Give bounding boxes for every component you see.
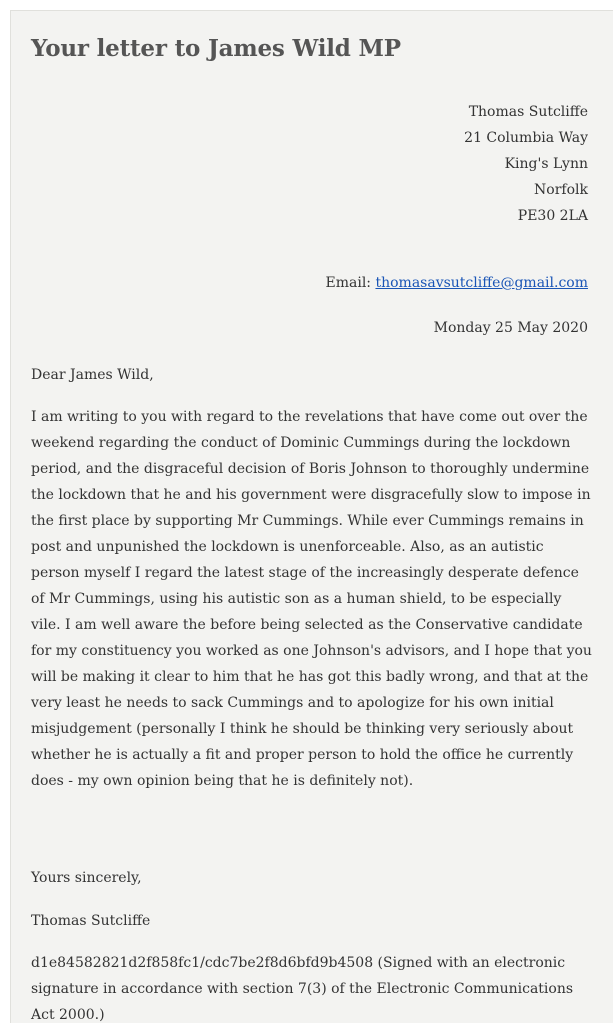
address-name: Thomas Sutcliffe [468, 104, 588, 120]
letter-greeting: Dear James Wild, [31, 367, 154, 383]
letter-closing: Yours sincerely, [31, 870, 142, 886]
electronic-signature: d1e84582821d2f858fc1/cdc7be2f8d6bfd9b4508 (Signed with an electronic signature in accordance with section 7(3) of the Electronic Communications Act 2000.) [31, 955, 574, 1023]
address-street: 21 Columbia Way [464, 130, 588, 146]
email-link[interactable]: thomasavsutcliffe@gmail.com [375, 275, 588, 291]
address-town: King's Lynn [504, 156, 588, 172]
letter-card [10, 10, 613, 1023]
signer-name: Thomas Sutcliffe [31, 913, 151, 929]
letter-body: I am writing to you with regard to the revelations that have come out over the weekend regarding the conduct of Dominic Cummings during the lockdown period, and the disgraceful decision of Boris Johnson to thoroughly undermine the lockdown that he and his government were disgracefully slow to impose in the first place by supporting Mr Cummings. While ever Cummings remains in post and unpunished the lockdown is unenforceable. Also, as an autistic person myself I regard the latest stage of the increasingly desperate defence of Mr Cummings, using his autistic son as a human shield, to be especially vile. I am well aware the before being selected as the Conservative candidate for my constituency you worked as one Johnson's advisors, and I hope that you will be making it clear to him that he has got this badly wrong, and that at the very least he needs to sack Cummings and to apologize for his own initial misjudgement (personally I think he should be thinking very seriously about whether he is actually a fit and proper person to hold the office he currently does - my own opinion being that he is definitely not). [31, 409, 592, 789]
letter-date: Monday 25 May 2020 [433, 320, 588, 336]
letter-title: Your letter to James Wild MP [31, 35, 401, 62]
email-line [326, 272, 589, 294]
address-postcode: PE30 2LA [517, 208, 588, 224]
email-label: Email: [325, 275, 372, 291]
address-county: Norfolk [534, 182, 588, 198]
sender-address [464, 99, 588, 229]
